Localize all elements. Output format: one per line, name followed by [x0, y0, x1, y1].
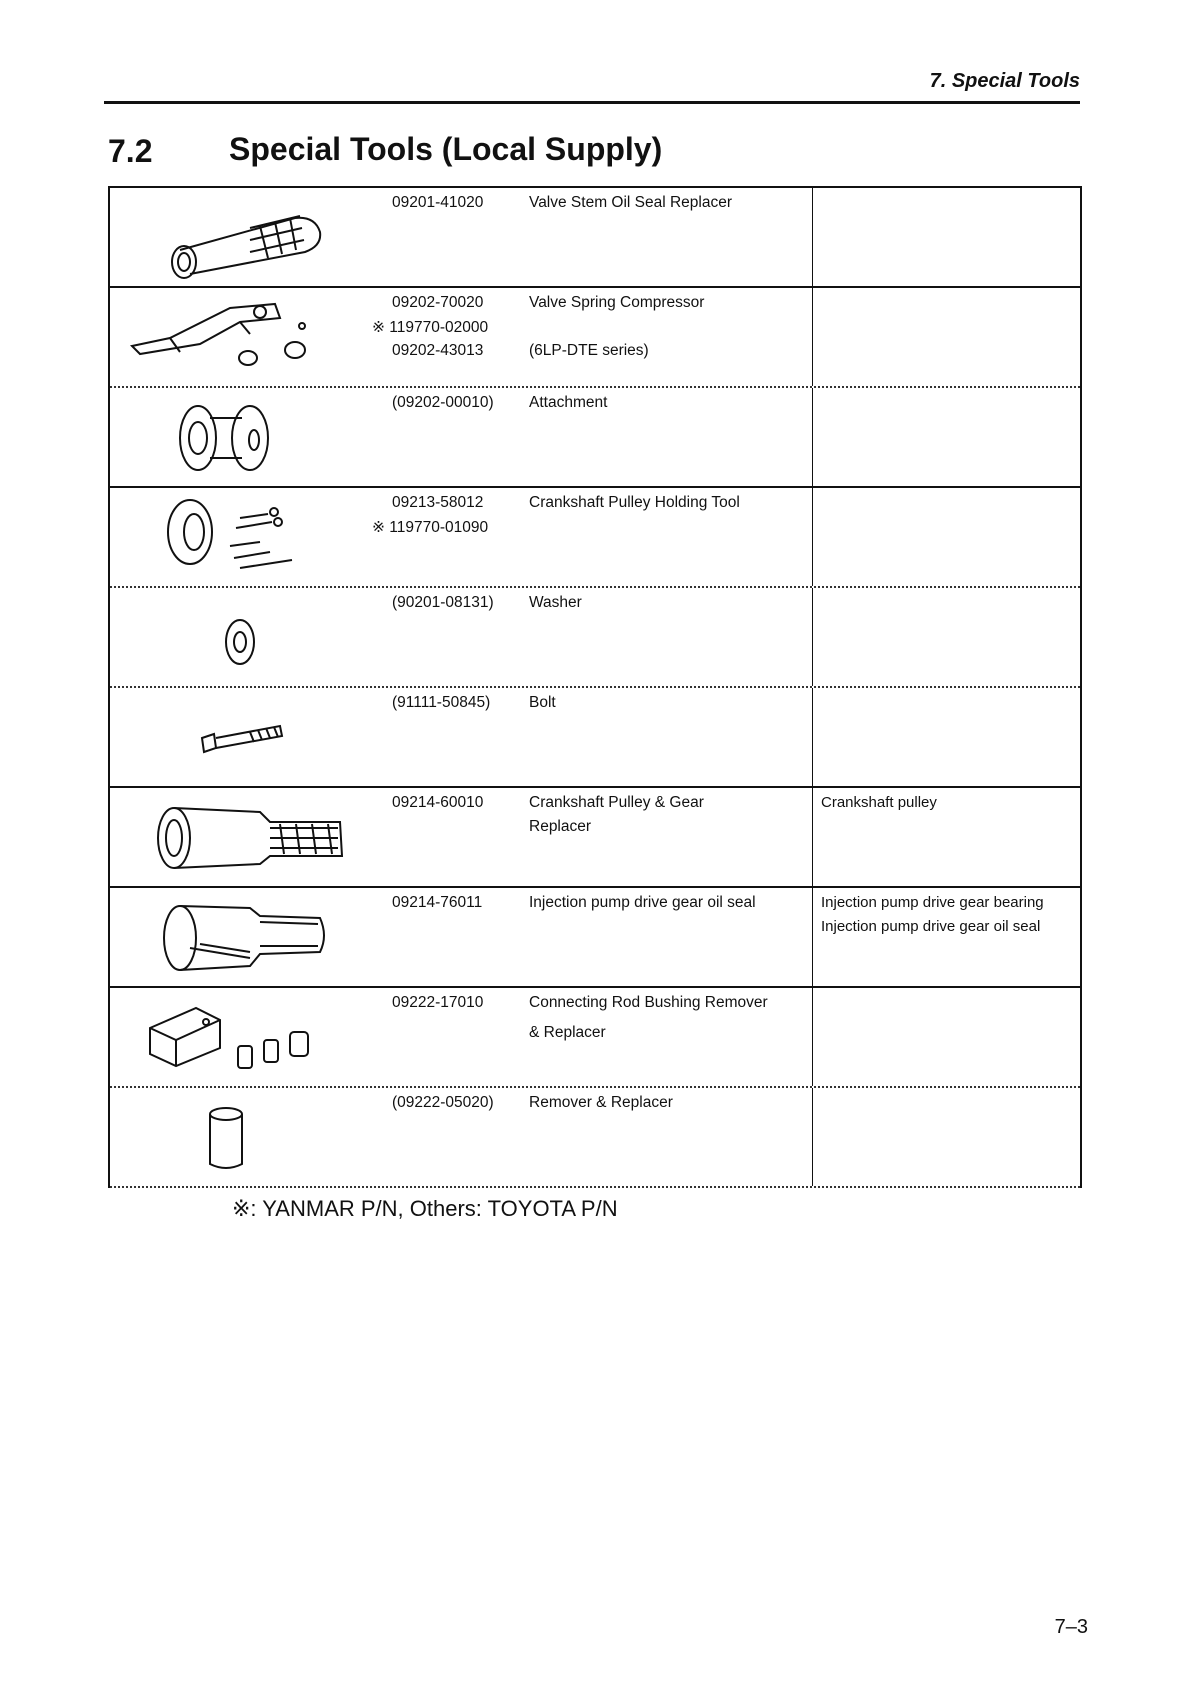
part-number: 09213-58012	[392, 494, 484, 511]
tool-description: & Replacer	[529, 1024, 606, 1041]
header-rule	[104, 101, 1080, 104]
tool-illustration	[110, 588, 392, 686]
tool-illustration	[110, 988, 392, 1086]
tool-description: Valve Spring Compressor	[529, 294, 705, 311]
tool-illustration	[110, 788, 392, 886]
tool-description: Replacer	[529, 818, 592, 835]
table-row	[110, 1088, 1080, 1188]
pulley-holding-tool-drawing	[110, 488, 392, 586]
table-row	[110, 388, 1080, 488]
tool-illustration	[110, 488, 392, 586]
part-number: 09222-17010	[392, 994, 484, 1011]
table-row	[110, 888, 1080, 988]
washer-drawing	[110, 588, 392, 686]
part-number: (91111-50845)	[392, 694, 491, 711]
tool-illustration	[110, 388, 392, 486]
section-number: 7.2	[108, 133, 153, 169]
part-number: 09201-41020	[392, 194, 484, 211]
table-row	[110, 488, 1080, 588]
remark-cell	[813, 588, 1080, 686]
tool-illustration	[110, 188, 392, 286]
table-row	[110, 588, 1080, 688]
part-number: ※ 119770-01090	[372, 519, 489, 536]
tool-illustration	[110, 288, 392, 386]
tool-illustration	[110, 688, 392, 786]
tool-description: Valve Stem Oil Seal Replacer	[529, 194, 733, 211]
remark-cell	[813, 188, 1080, 286]
part-number: 09202-70020	[392, 294, 484, 311]
footnote: ※: YANMAR P/N, Others: TOYOTA P/N	[232, 1196, 618, 1221]
remark-cell	[813, 1088, 1080, 1186]
remark-cell	[813, 988, 1080, 1086]
tool-illustration	[110, 1088, 392, 1186]
bolt-drawing	[110, 688, 392, 786]
part-number: (09222-05020)	[392, 1094, 494, 1111]
tool-description: Remover & Replacer	[529, 1094, 673, 1111]
tool-description: Bolt	[529, 694, 556, 711]
remark-cell	[813, 688, 1080, 786]
oil-seal-replacer-drawing	[110, 888, 392, 986]
pulley-gear-replacer-drawing	[110, 788, 392, 886]
table-row	[110, 988, 1080, 1088]
remark: Crankshaft pulley	[821, 794, 937, 811]
seal-replacer-drawing	[110, 188, 392, 286]
remover-replacer-drawing	[110, 1088, 392, 1186]
chapter-header: 7. Special Tools	[929, 70, 1080, 92]
attachment-drawing	[110, 388, 392, 486]
remark-cell	[813, 388, 1080, 486]
tools-table	[108, 186, 1082, 1188]
part-number: (09202-00010)	[392, 394, 494, 411]
remark: Injection pump drive gear bearing	[821, 894, 1044, 911]
table-row	[110, 288, 1080, 388]
tool-description: Crankshaft Pulley & Gear	[529, 794, 704, 811]
table-row	[110, 788, 1080, 888]
part-number: 09214-60010	[392, 794, 484, 811]
table-row	[110, 688, 1080, 788]
remark-cell	[813, 288, 1080, 386]
tool-description: Connecting Rod Bushing Remover	[529, 994, 768, 1011]
remark: Injection pump drive gear oil seal	[821, 918, 1041, 935]
tool-description: Injection pump drive gear oil seal	[529, 894, 756, 911]
tool-illustration	[110, 888, 392, 986]
table-row	[110, 188, 1080, 288]
tool-description: Attachment	[529, 394, 608, 411]
spring-compressor-drawing	[110, 288, 392, 386]
section-title: Special Tools (Local Supply)	[229, 131, 663, 167]
page-number: 7–3	[1054, 1616, 1088, 1638]
part-number: ※ 119770-02000	[372, 319, 489, 336]
remark-cell	[813, 488, 1080, 586]
part-number: (90201-08131)	[392, 594, 494, 611]
tool-description: Washer	[529, 594, 582, 611]
tool-description: (6LP-DTE series)	[529, 342, 649, 359]
bushing-remover-set-drawing	[110, 988, 392, 1086]
part-number: 09214-76011	[392, 894, 483, 911]
tool-description: Crankshaft Pulley Holding Tool	[529, 494, 740, 511]
part-number: 09202-43013	[392, 342, 484, 359]
